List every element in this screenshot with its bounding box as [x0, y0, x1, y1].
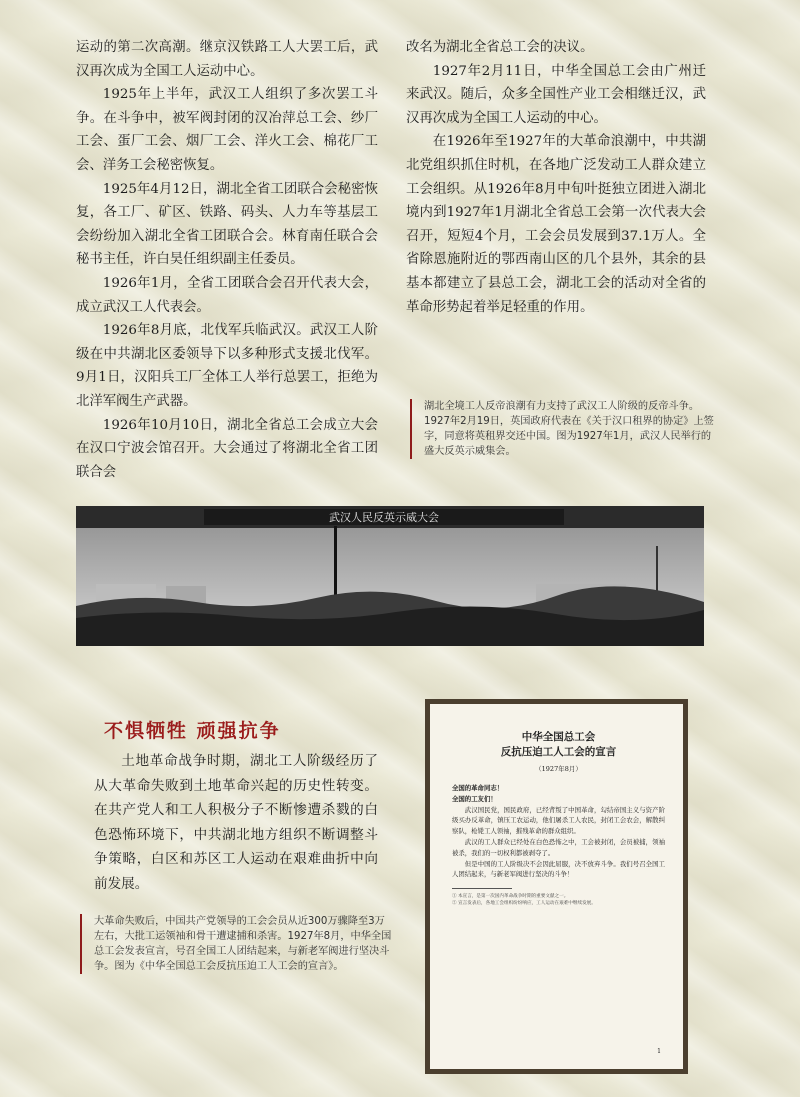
document-body-1: 武汉国民党，国民政府，已经背叛了中国革命，勾结帝国主义与资产阶级买办反革命，镇压工农运动，他们屠杀工人农民，封闭工会农会，解散纠察队，枪毙工人领袖，摧残革命的群众组织。: [452, 805, 665, 836]
left-paragraph-3: 1925年4月12日，湖北全省工团联合会秘密恢复，各工厂、矿区、铁路、码头、人力车等基层工会纷纷加入湖北全省工团联合会。林育南任联合会秘书主任，许白昊任组织副主任委员。: [76, 181, 378, 268]
panorama-photo: [76, 506, 704, 646]
declaration-document: [425, 699, 688, 1074]
section-paragraph-1: 土地革命战争时期，湖北工人阶级经历了从大革命失败到土地革命兴起的历史性转变。在共产党人和工人积极分子不断惨遭杀戮的白色恐怖环境下，中共湖北地方组织不断调整斗争策略，白区和苏区工人运动在艰难曲折中向前发展。: [94, 753, 378, 892]
document-page-number: 1: [657, 1048, 661, 1055]
left-paragraph-6: 1926年10月10日，湖北全省总工会成立大会在汉口宁波会馆召开。大会通过了将湖北全省工团联合会: [76, 417, 378, 480]
left-paragraph-5: 1926年8月底，北伐军兵临武汉。武汉工人阶级在中共湖北区委领导下以多种形式支援北伐军。9月1日，汉阳兵工厂全体工人举行总罢工，拒绝为北洋军阀生产武器。: [76, 323, 378, 409]
document-date: （1927年8月）: [535, 765, 582, 773]
document-note-2: ② 宣言发表后，各地工会组织纷纷响应，工人运动在艰难中继续发展。: [452, 901, 596, 907]
section-heading: 不惧牺牲 顽强抗争: [104, 720, 281, 742]
document-note-1: ① 本宣言，是第一次国内革命战争时期的重要文献之一。: [452, 894, 569, 900]
photo-caption-bottom: 大革命失败后，中国共产党领导的工会会员从近300万骤降至3万左右，大批工运领袖和骨干遭逮捕和杀害。1927年8月，中华全国总工会发表宣言，号召全国工人团结起来，与新老军阀进行坚决斗争。图为《中华全国总工会反抗压迫工人工会的宣言》。: [80, 914, 394, 974]
document-footnote-rule: [452, 888, 512, 889]
banner-text: 武汉人民反英示威大会: [329, 511, 439, 524]
right-column: [406, 36, 706, 319]
right-paragraph-3: 在1926年至1927年的大革命浪潮中，中共湖北党组织抓住时机，在各地广泛发动工人群众建立工会组织。从1926年8月中旬叶挺独立团进入湖北境内到1927年1月湖北全省总工会第一次代表大会召开，短短4个月，工会会员发展到37.1万人。全省除恩施附近的鄂西南山区的几个县外，其余的县基本都建立了县总工会，湖北工会的活动对全省的革命形势起着举足轻重的作用。: [406, 134, 706, 315]
document-title-line2: 反抗压迫工人工会的宣言: [500, 746, 617, 758]
left-paragraph-2: 1925年上半年，武汉工人组织了多次罢工斗争。在斗争中，被军阀封闭的汉冶萍总工会、纱厂工会、蛋厂工会、烟厂工会、洋火工会、棉花厂工会、洋务工会秘密恢复。: [76, 87, 378, 173]
left-paragraph-4: 1926年1月，全省工团联合会召开代表大会，成立武汉工人代表会。: [76, 275, 378, 315]
left-column: [76, 36, 378, 484]
document-body-2: 武汉的工人群众已经处在白色恐怖之中，工会被封闭，会员被捕，领袖被杀，我们的一切权利都被剥夺了。: [452, 837, 665, 857]
document-body-3: 但是中国的工人阶级决不会因此屈服，决不放弃斗争。我们号召全国工人团结起来，与新老军阀进行坚决的斗争！: [452, 859, 665, 879]
document-title-line1: 中华全国总工会: [521, 731, 596, 743]
section-body: [94, 749, 378, 896]
right-paragraph-1: 改名为湖北全省总工会的决议。: [406, 40, 594, 55]
left-paragraph-1: 运动的第二次高潮。继京汉铁路工人大罢工后，武汉再次成为全国工人运动中心。: [76, 40, 378, 79]
document-salutation: 全国的革命同志！: [452, 784, 504, 792]
panorama-illustration: [76, 506, 704, 646]
document-page: [430, 704, 683, 1069]
photo-caption-top: 湖北全境工人反帝浪潮有力支持了武汉工人阶级的反帝斗争。1927年2月19日，英国政府代表在《关于汉口租界的协定》上签字，同意将英租界交还中国。图为1927年1月，武汉人民举行的盛大反英示威集会。: [410, 399, 720, 459]
document-salutation-2: 全国的工友们！: [452, 794, 497, 803]
right-paragraph-2: 1927年2月11日，中华全国总工会由广州迁来武汉。随后，众多全国性产业工会相继迁汉，武汉再次成为全国工人运动的中心。: [406, 63, 706, 126]
